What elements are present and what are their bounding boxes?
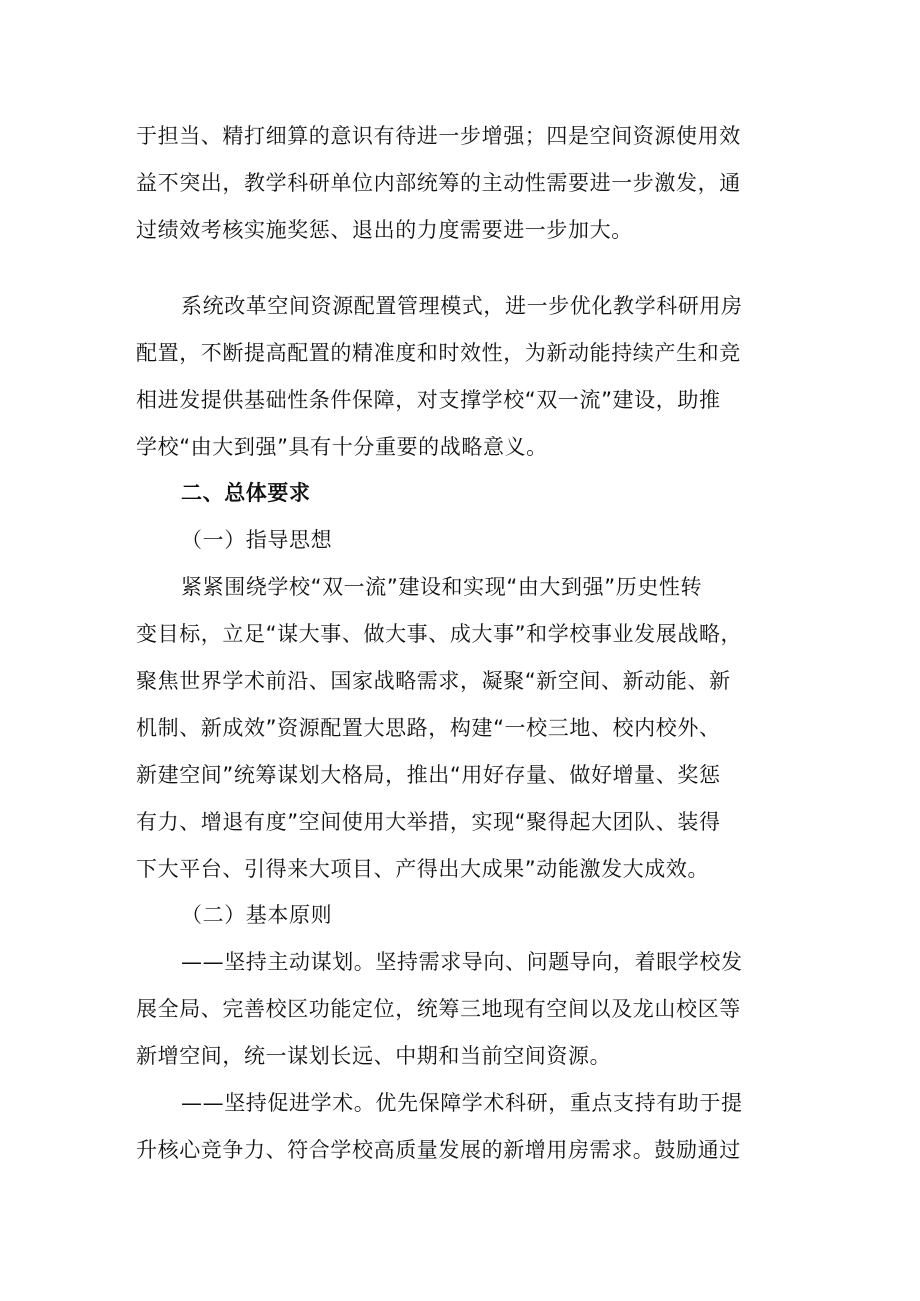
body-text-line: 配置，不断提高配置的精准度和时效性，为新动能持续产生和竞 — [136, 341, 741, 365]
body-text-line: ——坚持主动谋划。坚持需求导向、问题导向，着眼学校发 — [181, 950, 743, 974]
body-text-line: 系统改革空间资源配置管理模式，进一步优化教学科研用房 — [181, 294, 743, 318]
section-heading: 二、总体要求 — [181, 481, 311, 505]
body-text-line: 相进发提供基础性条件保障，对支撑学校“双一流”建设，助推 — [136, 388, 721, 412]
body-text-line: 展全局、完善校区功能定位，统筹三地现有空间以及龙山校区等 — [136, 997, 741, 1021]
body-text-line: 升核心竞争力、符合学校高质量发展的新增用房需求。鼓励通过 — [136, 1138, 741, 1162]
body-text-line: 变目标，立足“谋大事、做大事、成大事”和学校事业发展战略， — [136, 622, 743, 646]
body-text-line: 新增空间，统一谋划长远、中期和当前空间资源。 — [136, 1044, 612, 1068]
subsection-heading: （一）指导思想 — [181, 528, 333, 552]
body-text-line: 新建空间”统筹谋划大格局，推出“用好存量、做好增量、奖惩 — [136, 763, 721, 787]
body-text-line: 聚焦世界学术前沿、国家战略需求，凝聚“新空间、新动能、新 — [136, 669, 731, 693]
body-text-line: 紧紧围绕学校“双一流”建设和实现“由大到强”历史性转 — [181, 575, 703, 599]
subsection-heading: （二）基本原则 — [181, 903, 333, 927]
body-text-line: 益不突出，教学科研单位内部统筹的主动性需要进一步激发，通 — [136, 171, 741, 195]
body-text-line: 机制、新成效”资源配置大思路，构建“一校三地、校内校外、 — [136, 716, 721, 740]
body-text-line: 有力、增退有度”空间使用大举措，实现“聚得起大团队、装得 — [136, 810, 721, 834]
body-text-line: 学校“由大到强”具有十分重要的战略意义。 — [136, 435, 548, 459]
body-text-line: 过绩效考核实施奖惩、退出的力度需要进一步加大。 — [136, 218, 633, 242]
body-text-line: 下大平台、引得来大项目、产得出大成果”动能激发大成效。 — [136, 857, 710, 881]
body-text-line: ——坚持促进学术。优先保障学术科研，重点支持有助于提 — [181, 1091, 743, 1115]
body-text-line: 于担当、精打细算的意识有待进一步增强；四是空间资源使用效 — [136, 124, 741, 148]
